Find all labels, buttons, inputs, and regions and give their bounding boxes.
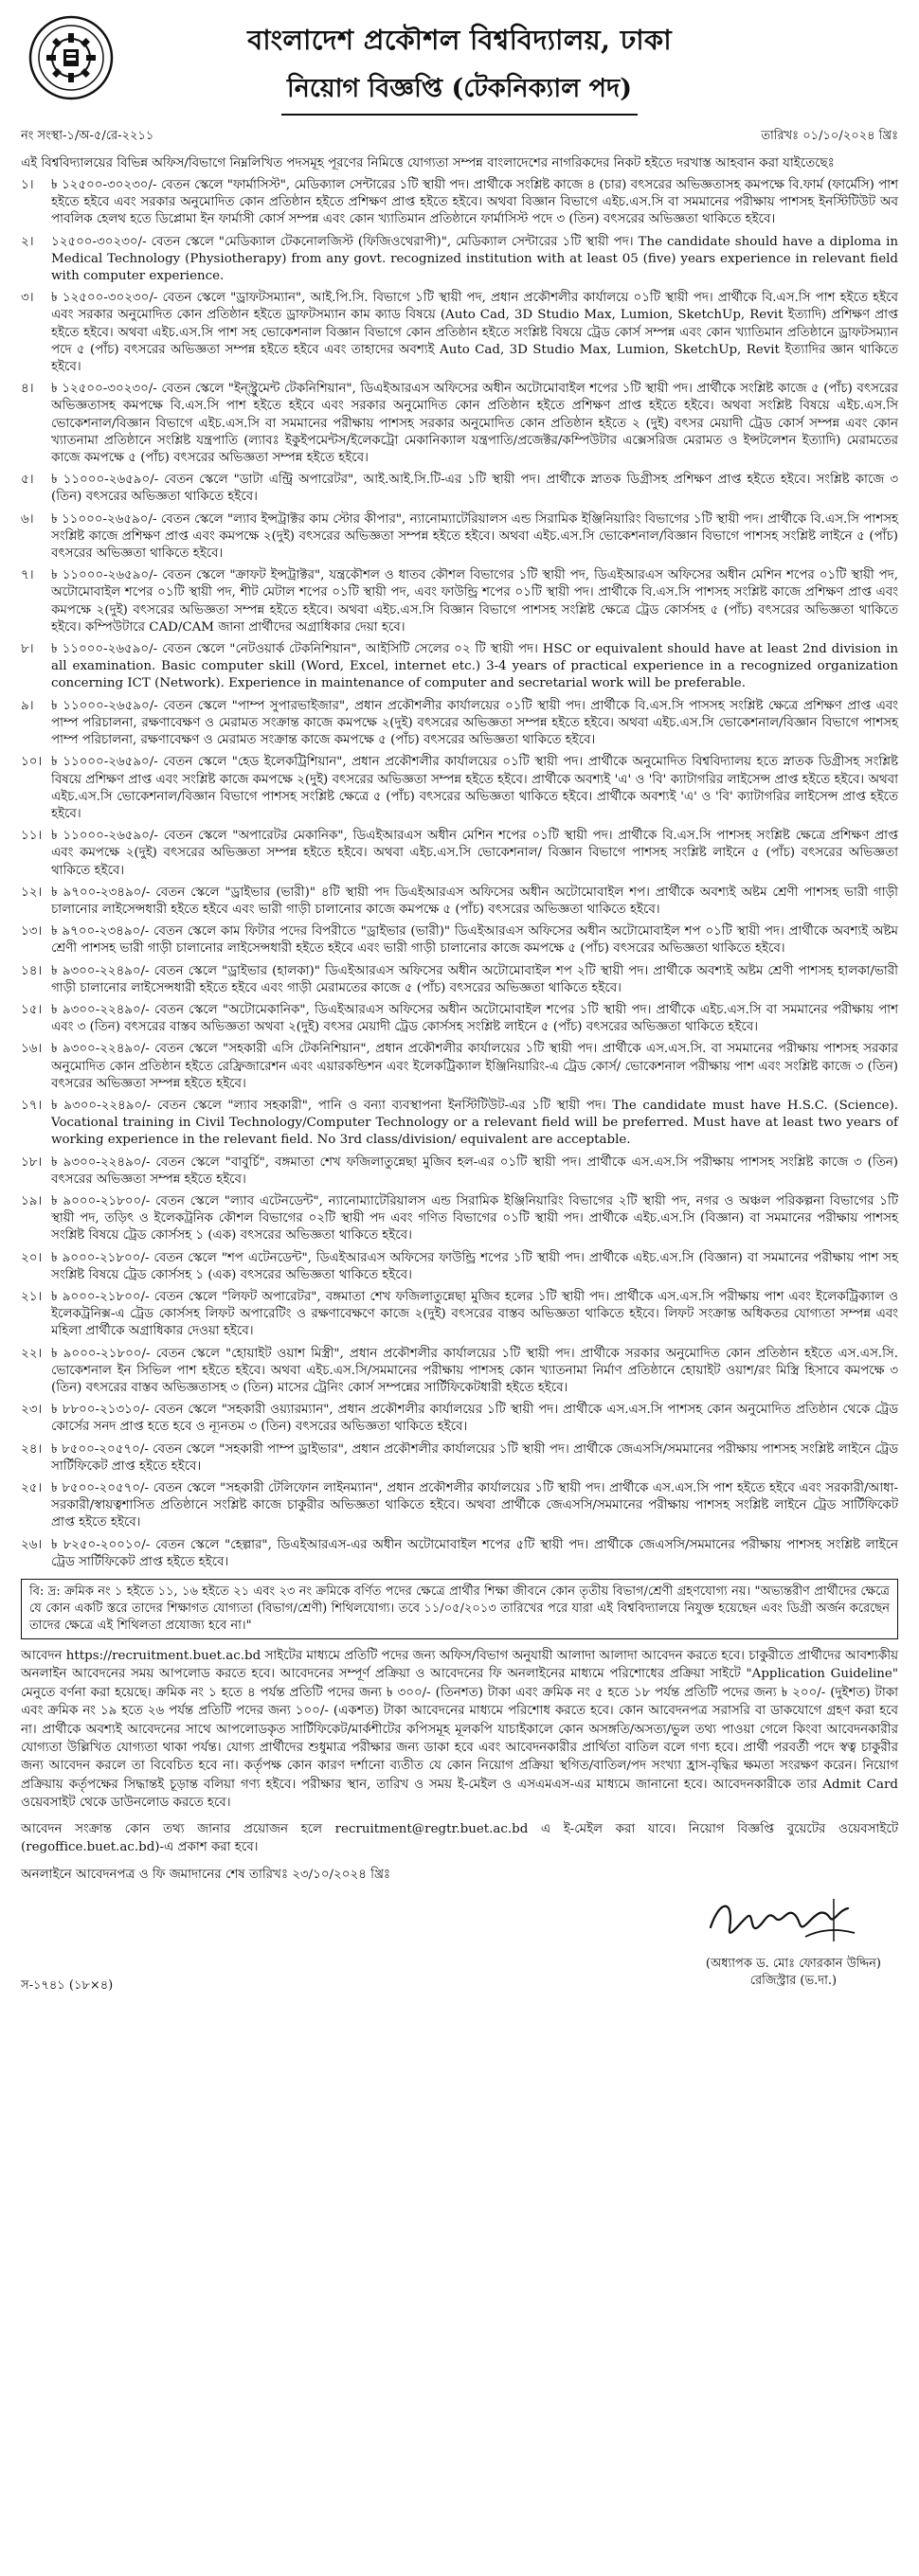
position-description: ৳ ৯৩০০-২২৪৯০/- বেতন স্কেলে "অটোমেকানিক", ডিএইআরএস অফিসের অধীন অটোমোবাইল শপের ১টি স্থায়ী পদ। প্রার্থীকে এইচ.এস.সি বা সমমানের পরীক্ষায় পাশ এবং ৩ (তিন) বৎসরের বাস্তব অভিজ্ঞতা অথবা ২(দুই) বৎসর মেয়াদী ট্রেড কোর্সসহ সংশ্লিষ্ট লাইনে ৫ (পাঁচ) বৎসরের অভিজ্ঞতা থাকিতে হইবে।: [51, 1002, 898, 1035]
position-number: ১৯।: [21, 1193, 43, 1208]
position-number: ২৬।: [21, 1537, 43, 1552]
position-description: ৳ ৯৩০০-২২৪৯০/- বেতন স্কেলে "ল্যাব সহকারী", পানি ও বন্যা ব্যবস্থাপনা ইনস্টিটিউট-এর ১টি স্থায়ী পদ। The candidate must have H.S.C. (Science). Vocational training in Civil Technology/Computer Technology or a relevant field will be preferred. Must have at least two years of working experience in the relevant field. No 3rd class/division/ equivalent are acceptable.: [51, 1098, 898, 1148]
position-description: ৳ ৯৩০০-২২৪৯০/- বেতন স্কেলে "বাবুর্চি", বঙ্গমাতা শেখ ফজিলাতুন্নেছা মুজিব হল-এর ০১টি স্থায়ী পদ। প্রার্থীকে এস.এস.সি পরীক্ষায় পাশসহ সংশ্লিষ্ট কাজে ৩ (তিন) বৎসরের অভিজ্ঞতা সম্পন্ন হইতে হইবে।: [51, 1154, 898, 1187]
position-item: [21, 567, 898, 636]
handwritten-signature-icon: [692, 1889, 872, 1956]
position-item: [21, 923, 898, 957]
position-description: ৳ ৯৩০০-২২৪৯০/- বেতন স্কেলে "ড্রাইভার (হালকা)" ডিএইআরএস অফিসের অধীন অটোমোবাইল শপ ২টি স্থায়ী পদ। প্রার্থীকে অবশ্যই অষ্টম শ্রেণী পাশসহ হালকা/ভারী গাড়ী চালানোর লাইসেন্সধারী হইতে হইবে এবং গাড়ী মেরামতের কাজে ৫ (পাঁচ) বৎসরের অভিজ্ঞতা থাকিতে হইবে।: [51, 963, 898, 995]
memo-number: নং সংস্থা-১/অ-৫/রে-২২১১: [21, 129, 154, 143]
position-description: ১২৫০০-৩০২৩০/- বেতন স্কেলে "মেডিক্যাল টেকনোলজিস্ট (ফিজিওথেরাপী)", মেডিক্যাল সেন্টারের ১টি স্থায়ী পদ। The candidate should have a diploma in Medical Technology (Physiotherapy) from any govt. recognized institution with at least 05 (five) years experience in relevant field with computer experience.: [51, 234, 898, 284]
position-number: ২৪।: [21, 1441, 43, 1457]
position-item: [21, 381, 898, 467]
position-number: ৬।: [21, 511, 34, 527]
position-item: [21, 1154, 898, 1189]
position-number: ১৭।: [21, 1098, 43, 1113]
position-number: ১১।: [21, 829, 43, 844]
position-description: ৳ ৮৫০০-২০৫৭০/- বেতন স্কেলে "সহকারী পাম্প ড্রাইভার", প্রধান প্রকৌশলীর কার্যালয়ের ১টি স্থায়ী পদ। প্রার্থীকে জেএসসি/সমমানের পরীক্ষায় পাশসহ সংশ্লিষ্ট লাইনে ট্রেড সার্টিফিকেট প্রাপ্ত হইতে হইবে।: [51, 1441, 898, 1474]
position-item: [21, 472, 898, 506]
position-item: [21, 1098, 898, 1150]
position-number: ১২।: [21, 885, 43, 900]
position-description: ৳ ১১০০০-২৬৫৯০/- বেতন স্কেলে "অপারেটর মেকানিক", ডিএইআরএস অধীন মেশিন শপের ০১টি স্থায়ী পদ। প্রার্থীকে বি.এস.সি পাশসহ সংশ্লিষ্ট ক্ষেত্রে প্রশিক্ষণ প্রাপ্ত এবং কমপক্ষে ২(দুই) বৎসরের অভিজ্ঞতা সম্পন্ন হইতে হইবে। অথবা এইচ.এস.সি ভোকেশনাল/ বিজ্ঞান বিভাগে পাশসহ সংশ্লিষ্ট লাইনে ৫ (পাঁচ) বৎসরের অভিজ্ঞতা থাকিতে হইবে।: [51, 829, 898, 878]
position-item: [21, 963, 898, 997]
notice-title: নিয়োগ বিজ্ঞপ্তি (টেকনিক্যাল পদ): [281, 69, 638, 116]
position-item: [21, 1346, 898, 1398]
position-description: ৳ ৮২৫০-২০০১০/- বেতন স্কেলে "হেল্পার", ডিএইআরএস-এর অধীন অটোমোবাইল শপের ৫টি স্থায়ী পদ। প্রার্থীকে জেএসসি/সমমানের পরীক্ষায় পাশসহ সংশ্লিষ্ট লাইনে ট্রেড সার্টিফিকেট প্রাপ্ত হইতে হইবে।: [51, 1537, 898, 1569]
position-description: ৳ ৮৫০০-২০৫৭০/- বেতন স্কেলে "সহকারী টেলিফোন লাইনম্যান", প্রধান প্রকৌশলীর কার্যালয়ের ১টি স্থায়ী পদ। প্রার্থীকে এস.এস.সি পাশ হইতে হইবে এবং সরকারী/আধা-সরকারী/স্বায়ত্বশাসিত প্রতিষ্ঠানে সংশ্লিষ্ট কাজে চাকুরীর অভিজ্ঞতা থাকিতে হইবে। অথবা প্রার্থীকে জেএসসি/সমমানের পরীক্ষায় পাশসহ সংশ্লিষ্ট লাইনে ট্রেড সার্টিফিকেট প্রাপ্ত হইতে হইবে।: [51, 1481, 898, 1530]
position-number: ১৮।: [21, 1154, 43, 1170]
position-number: ১০।: [21, 755, 43, 770]
document-number: স-১৭৪১ (১৮×৪): [21, 1977, 114, 1993]
position-description: ৳ ১১০০০-২৬৫৯০/- বেতন স্কেলে "ডাটা এন্ট্রি অপারেটর", আই.আই.সি.টি-এর ১টি স্থায়ী পদ। প্রার্থীকে স্নাতক ডিগ্রীসহ প্রশিক্ষণ প্রাপ্ত হইতে হইবে। সংশ্লিষ্ট কাজে ৩ (তিন) বৎসরের অভিজ্ঞতা থাকিতে হইবে।: [51, 473, 898, 505]
last-date: অনলাইনে আবেদনপত্র ও ফি জমাদানের শেষ তারিখঃ ২৩/১০/২০২৪ খ্রিঃ: [21, 1867, 391, 1882]
university-name: বাংলাদেশ প্রকৌশল বিশ্ববিদ্যালয়, ঢাকা: [247, 24, 672, 56]
position-number: ২।: [21, 234, 34, 249]
position-description: ৳ ৯৭০০-২৩৪৯০/- বেতন স্কেলে "ড্রাইভার (ভারী)" ৪টি স্থায়ী পদ ডিএইআরএস অফিসের অধীন অটোমোবাইল শপ। প্রার্থীকে অবশ্যই অষ্টম শ্রেণী পাশসহ ভারী গাড়ী চালানোর লাইসেন্সধারী হইতে হইবে এবং ভারী গাড়ী চালানোর কাজে কমপক্ষে ৫ (পাঁচ) বৎসরের অভিজ্ঞতা থাকিতে হইবে।: [51, 885, 898, 917]
position-description: ৳ ১১০০০-২৬৫৯০/- বেতন স্কেলে "পাম্প সুপারভাইজার", প্রধান প্রকৌশলীর কার্যালয়ের ০১টি স্থায়ী পদ। প্রার্থীকে বি.এস.সি পাসসহ সংশ্লিষ্ট ক্ষেত্রে প্রশিক্ষণ প্রাপ্ত এবং পাম্প পরিচালনা, রক্ষণাবেক্ষণ ও মেরামত সংক্রান্ত কাজে কমপক্ষে ২(দুই) বৎসরের অভিজ্ঞতা সম্পন্ন হইতে হইবে। অথবা এইচ.এস.সি ভোকেশনাল/বিজ্ঞান বিভাগে পাশসহ পাম্প পরিচালনা, রক্ষণাবেক্ষণ ও মেরামত সংক্রান্ত কাজে কমপক্ষে ৫ (পাঁচ) বৎসরের অভিজ্ঞতা থাকিতে হইবে।: [51, 698, 898, 748]
application-instructions: আবেদন https://recruitment.buet.ac.bd সাইটের মাধ্যমে প্রতিটি পদের জন্য অফিস/বিভাগ অনুযায়ী আলাদা আলাদা আবেদন করতে হবে। চাকুরীতে প্রার্থীদের আবশ্যকীয় অনলাইন আবেদনের সময় আপলোড করতে হবে। আবেদনের সম্পূর্ণ প্রক্রিয়া ও আবেদনের ফি অনলাইনের মাধ্যমে পরিশোধের প্রক্রিয়া সাইটে "Application Guideline" মেনুতে বর্ণনা করা হয়েছে। ক্রমিক নং ১ হতে ৪ পর্যন্ত প্রতিটি পদের জন্য ৳ ৩০০/- (তিনশত) টাকা এবং ক্রমিক নং ৫ হতে ১৮ পর্যন্ত প্রতিটি পদের জন্য ৳ ২০০/- (দুইশত) টাকা এবং ক্রমিক নং ১৯ হতে ২৬ পর্যন্ত প্রতিটি পদের জন্য ১০০/- (একশত) টাকা আবেদনের মাধ্যমে পরিশোধ করতে হবে। কোন আবেদনপত্র সরাসরি বা ডাকযোগে গ্রহণ করা হবে না। প্রার্থীকে অবশ্যই আবেদনের সাথে আপলোডকৃত সার্টিফিকেট/মার্কশীটের কপিসমূহ মূলকপি যাচাইকালে কোন অসঙ্গতি/অসত্য/ভুল তথ্য পাওয়া গেলে কিংবা আবেদনকারীর যোগ্যতা উল্লিখিত যোগ্যতা থাকা পর্যন্ত। যোগ্য প্রার্থীদের শুধুমাত্র পরীক্ষার জন্য ডাকা হবে এবং আবেদনকারীর প্রার্থিতা বাতিল বলে গণ্য হবে। প্রার্থী পরবর্তী পদে স্বত্ব চাকুরীর জন্য আবেদন করলে তা বিবেচিত হবে না। কর্তৃপক্ষ কোন কারণ দর্শানো ব্যতীত যে কোন নিয়োগ প্রক্রিয়া স্থগিত/বাতিল/পদ সংখ্যা হ্রাস-বৃদ্ধির ক্ষমতা সংরক্ষণ করেন। নিয়োগ প্রক্রিয়ায় কর্তৃপক্ষের সিদ্ধান্তই চূড়ান্ত বলিয়া গণ্য হইবে। পরীক্ষার স্থান, তারিখ ও সময় ই-মেইল ও এসএমএস-এর মাধ্যমে জানানো হবে। আবেদনকারীকে তার Admit Card ওয়েবসাইট থেকে ডাউনলোড করতে হবে।: [21, 1649, 898, 1811]
position-number: ১৫।: [21, 1002, 43, 1017]
signatory-title: রেজিস্ট্রার (ভ.দা.): [749, 1973, 838, 1988]
position-number: ২৫।: [21, 1481, 43, 1496]
position-number: ১৬।: [21, 1042, 43, 1057]
position-item: [21, 754, 898, 823]
position-item: [21, 1002, 898, 1036]
position-description: ৳ ৯৩০০-২২৪৯০/- বেতন স্কেলে "সহকারী এসি টেকনিশিয়ান", প্রধান প্রকৌশলীর কার্যালয়ের ১টি স্থায়ী পদ। প্রার্থীকে এস.এস.সি. বা সমমানের পরীক্ষায় পাশসহ সরকার অনুমোদিত কোন প্রতিষ্ঠান হইতে রেফ্রিজারেশন এবং এয়ারকন্ডিশন এবং ইলেকট্রিক্যাল ইঞ্জিনিয়ারিং-এ ট্রেড কোর্স/ ভোকেশনাল পরীক্ষায় পাশ এবং সংশ্লিষ্ট কাজে ৩ (তিন) বৎসরের অভিজ্ঞতা সম্পন্ন হইতে হইবে।: [51, 1042, 898, 1091]
position-item: [21, 290, 898, 376]
position-item: [21, 1480, 898, 1532]
position-item: [21, 234, 898, 286]
position-description: ৳ ১১০০০-২৬৫৯০/- বেতন স্কেলে "ক্রাফট ইন্সট্রাক্টর", যন্ত্রকৌশল ও ধাতব কৌশল বিভাগের ১টি স্থায়ী পদ, ডিএইআরএস অফিসের অধীন মেশিন শপের ০১টি স্থায়ী পদ, অটোমোবাইল শপের ০১টি স্থায়ী পদ, শীট মেটাল শপের ০১টি স্থায়ী পদ, এবং ফাউন্ড্রি শপের ০১টি স্থায়ী পদ। প্রার্থীকে বি.এস.সি পাশসহ সংশ্লিষ্ট কাজে প্রশিক্ষণ প্রাপ্ত এবং কমপক্ষে ২(দুই) বৎসরের অভিজ্ঞতা সম্পন্ন হইতে হইবে। অথবা এইচ.এস.সি বিজ্ঞান বিভাগে পাশসহ সংশ্লিষ্ট ক্ষেত্রে ট্রেড কোর্সসহ ৫ (পাঁচ) বৎসরের অভিজ্ঞতা থাকিতে হইবে। কম্পিউটারে CAD/CAM জানা প্রার্থীদের অগ্রাধিকার দেয়া হবে।: [51, 568, 898, 635]
intro-paragraph: এই বিশ্ববিদ্যালয়ের বিভিন্ন অফিস/বিভাগে নিম্নলিখিত পদসমূহ পূরণের নিমিত্তে যোগ্যতা সম্পন্ন বাংলাদেশের নাগরিকদের নিকট হইতে দরখাস্ত আহবান করা যাইতেছেঃ: [21, 156, 835, 170]
position-number: ২৩।: [21, 1403, 43, 1418]
position-description: ৳ ৯৭০০-২৩৪৯০/- বেতন স্কেলে কাম ফিটার পদের বিপরীতে "ড্রাইভার (ভারী)" ডিএইআরএস অফিসের অধীন অটোমোবাইল শপ ০১টি স্থায়ী পদ। প্রার্থীকে অবশ্যই অষ্টম শ্রেণী পাশসহ ভারী গাড়ী চালানোর লাইসেন্সধারী হইতে হইবে এবং ভারী গাড়ী চালানোর কাজে কমপক্ষে ৫ (পাঁচ) বৎসরের অভিজ্ঞতা থাকিতে হইবে।: [51, 924, 898, 957]
position-item: [21, 1041, 898, 1093]
position-description: ৳ ১২৫০০-৩০২৩০/- বেতন স্কেলে "ইন্স্ট্রুমেন্ট টেকনিশিয়ান", ডিএইআরএস অফিসের অধীন অটোমোবাইল শপের ১টি স্থায়ী পদ। প্রার্থীকে সংশ্লিষ্ট কাজে ৫ (পাঁচ) বৎসরের অভিজ্ঞতাসহ কমপক্ষে বি.এস.সি পাশ হইতে হইবে এবং সরকার অনুমোদিত কোন প্রতিষ্ঠান হইতে প্রশিক্ষণ প্রাপ্ত হইতে হইবে। অথবা সংশ্লিষ্ট বিষয়ে এইচ.এস.সি ভোকেশনাল/বিজ্ঞান বিভাগে এইচ.এস.সি বা সমমানের পরীক্ষায় পাশসহ সরকার অনুমোদিত কোন প্রতিষ্ঠান হইতে ২ (দুই) বৎসর মেয়াদী ট্রেড কোর্স সম্পন্ন এবং কোন খ্যাতনামা প্রতিষ্ঠানে সংশ্লিষ্ট যন্ত্রপাতি (ল্যাবঃ ইকুইপমেন্টস/ইলেকট্রো মেকানিক্যাল যন্ত্রপাতি/প্রজেক্টর/কম্পিউটার এক্সেসরিজ মেরামত ও ইন্সটলেশন ইত্যাদি) মেরামতের কাজে কমপক্ষে ৫ (পাঁচ) বৎসরের অভিজ্ঞতা সম্পন্ন হইতে হইবে।: [51, 382, 898, 466]
position-item: [21, 1402, 898, 1436]
position-item: [21, 1441, 898, 1476]
position-number: ২২।: [21, 1346, 43, 1361]
position-number: ৮।: [21, 642, 34, 657]
position-description: ৳ ১২৫০০-৩০২৩০/- বেতন স্কেলে "ফার্মাসিস্ট", মেডিক্যাল সেন্টারের ১টি স্থায়ী পদ। প্রার্থীকে সংশ্লিষ্ট কাজে ৪ (চার) বৎসরের অভিজ্ঞতাসহ কমপক্ষে বি.ফার্ম (ফার্মেসি) পাশ হইতে হইবে এবং সরকার অনুমোদিত কোন প্রতিষ্ঠান হইতে প্রশিক্ষণ প্রাপ্ত হইতে হইবে। অথবা বিজ্ঞান বিভাগে এইচ.এস.সি বা সমমানের পরীক্ষায় পাশসহ ইনস্টিটিউট অব পাবলিক হেলথ হতে ডিপ্লোমা ইন ফার্মাসী কোর্স সম্পন্ন এবং কোন খ্যাতিমান প্রতিষ্ঠানে ফার্মাসিস্ট পদে ৩ (তিন) বৎসরের অভিজ্ঞতা থাকিতে হইবে।: [51, 178, 898, 227]
position-description: ৳ ৮৮০০-২১৩১০/- বেতন স্কেলে "সহকারী ওয়্যারম্যান", প্রধান প্রকৌশলীর কার্যালয়ের ১টি স্থায়ী পদ। প্রার্থীকে এস.এস.সি পাশসহ কোন অনুমোদিত প্রতিষ্ঠান থেকে ট্রেড কোর্সের সনদ প্রাপ্ত হতে হবে ও ন্যূনতম ৩ (তিন) বৎসরের অভিজ্ঞতা থাকিতে হইবে।: [51, 1403, 898, 1435]
position-item: [21, 511, 898, 564]
position-number: ৫।: [21, 473, 34, 488]
position-description: ৳ ১১০০০-২৬৫৯০/- বেতন স্কেলে "ল্যাব ইন্সট্রাক্টর কাম স্টোর কীপার", ন্যানোম্যাটেরিয়ালস এন্ড সিরামিক ইঞ্জিনিয়ারিং বিভাগের ১টি স্থায়ী পদ। প্রার্থীকে বি.এস.সি পাশসহ সংশ্লিষ্ট কাজে প্রশিক্ষণ প্রাপ্ত এবং কমপক্ষে ২(দুই) বৎসরের অভিজ্ঞতা সম্পন্ন হইতে হইবে। অথবা এইচ.এস.সি ভোকেশনাল/বিজ্ঞান বিভাগে পাশসহ সংশ্লিষ্ট লাইনে ৫ (পাঁচ) বৎসরের অভিজ্ঞতা থাকিতে হইবে।: [51, 511, 898, 562]
signatory-name: (অধ্যাপক ড. মোঃ ফোরকান উদ্দিন): [705, 1956, 881, 1971]
reference-line: [21, 127, 898, 147]
position-number: ৪।: [21, 382, 34, 397]
position-description: ৳ ৯০০০-২১৮০০/- বেতন স্কেলে "ল্যাব এটেনডেন্ট", ন্যানোম্যাটেরিয়ালস এন্ড সিরামিক ইঞ্জিনিয়ারিং বিভাগের ২টি স্থায়ী পদ, নগর ও অঞ্চল পরিকল্পনা বিভাগের ১টি স্থায়ী পদ, তড়িৎ ও ইলেকট্রনিক কৌশল বিভাগের ০২টি স্থায়ী পদ এবং গণিত বিভাগের ০১টি স্থায়ী পদ। প্রার্থীকে এইচ.এস.সি (বিজ্ঞান) বা সমমানের পরীক্ষায় পাশসহ সংশ্লিষ্ট বিষয়ে ট্রেড কোর্সসহ ১ (এক) বৎসরের অভিজ্ঞতা থাকিতে হইবে।: [51, 1193, 898, 1243]
signature-block: [21, 1889, 898, 2003]
position-description: ৳ ১২৫০০-৩০২৩০/- বেতন স্কেলে "ড্রাফটসম্যান", আই.পি.সি. বিভাগে ১টি স্থায়ী পদ, প্রধান প্রকৌশলীর কার্যালয়ে ০১টি স্থায়ী পদ। প্রার্থীকে বি.এস.সি পাশ হইতে হইবে এবং সরকার অনুমোদিত কোন প্রতিষ্ঠান হইতে ড্রাফটসম্যান কাম ক্যাড বিষয়ে (Auto Cad, 3D Studio Max, Lumion, SketchUp, Revit ইত্যাদি) প্রশিক্ষণ প্রাপ্ত হইতে হইবে। অথবা এইচ.এস.সি পাশ সহ ভোকেশনাল বিজ্ঞান বিভাগে কোন প্রতিষ্ঠান হইতে সংশ্লিষ্ট বিষয়ে ট্রেড কোর্স সম্পন্ন এবং কোন খ্যাতিমান প্রতিষ্ঠানে ড্রাফটসম্যান পদে ৫ (পাঁচ) বৎসরের অভিজ্ঞতা সম্পন্ন হইতে হইবে এবং তাহাদের অবশ্যই Auto Cad, 3D Studio Max, Lumion, SketchUp, Revit ইত্যাদির জ্ঞান থাকিতে হইবে।: [51, 291, 898, 375]
contact-info: আবেদন সংক্রান্ত কোন তথ্য জানার প্রয়োজন হলে recruitment@regtr.buet.ac.bd এ ই-মেইল করা যাবে। নিয়োগ বিজ্ঞপ্তি বুয়েটের ওয়েবসাইটে (regoffice.buet.ac.bd)-এ প্রকাশ করা হবে।: [21, 1821, 898, 1855]
position-number: ৭।: [21, 568, 34, 583]
position-description: ৳ ১১০০০-২৬৫৯০/- বেতন স্কেলে "নেটওয়ার্ক টেকনিশিয়ান", আইসিটি সেলের ০২ টি স্থায়ী পদ। HSC or equivalent should have at least 2nd division in all examination. Basic computer skill (Word, Excel, internet etc.) 3-4 years of practical experience in a recognized organization concerning ICT (Network). Experience in maintenance of computer and secretarial work will be preferable.: [51, 642, 898, 691]
position-number: ১৩।: [21, 924, 43, 939]
signatory: [706, 1956, 881, 1990]
position-description: ৳ ৯০০০-২১৮০০/- বেতন স্কেলে "লিফট অপারেটর", বঙ্গমাতা শেখ ফজিলাতুন্নেছা মুজিব হলের ১টি স্থায়ী পদ। প্রার্থীকে এস.এস.সি পরীক্ষায় পাশ এবং ইলেকট্রিক্যাল ও ইলেকট্রনিক্স-এ ট্রেড কোর্সসহ লিফট অপারেটিং ও রক্ষণাবেক্ষণে কাজে ২(দুই) বৎসরের বাস্তব অভিজ্ঞতা থাকিতে হইবে। লিফট সংক্রান্ত অধিকতর যোগ্যতা সম্পন্ন এবং মহিলা প্রার্থীকে অগ্রাধিকার দেওয়া হইবে।: [51, 1289, 898, 1339]
notice-date: তারিখঃ ০১/১০/২০২৪ খ্রিঃ: [761, 129, 898, 143]
position-list: [21, 177, 898, 1571]
position-number: ৩।: [21, 291, 34, 306]
position-number: ২০।: [21, 1250, 43, 1265]
position-description: ৳ ৯০০০-২১৮০০/- বেতন স্কেলে "হোয়াইট ওয়াশ মিস্ত্রী", প্রধান প্রকৌশলীর কার্যালয়ের ১টি স্থায়ী পদ। প্রার্থীকে সরকার অনুমোদিত কোন প্রতিষ্ঠান হইতে এস.এস.সি. ভোকেশনাল ইন সিভিল পাশ হইতে হইবে। অথবা এইচ.এস.সি/সমমানের পরীক্ষায় পাশসহ কোন খ্যাতনামা নির্মাণ প্রতিষ্ঠানে হোয়াইট ওয়াশ/রং মিস্ত্রি হিসাবে কমপক্ষে ৩ (তিন) বৎসরের বাস্তব অভিজ্ঞতাসহ ৩ (তিন) মাসের ট্রেনিং কোর্স সম্পন্নের সার্টিফিকেটধারী হইতে হইবে।: [51, 1346, 898, 1395]
position-number: ৯।: [21, 698, 34, 713]
position-description: ৳ ১১০০০-২৬৫৯০/- বেতন স্কেলে "হেড ইলেকট্রিশিয়ান", প্রধান প্রকৌশলীর কার্যালয়ের ০১টি স্থায়ী পদ। প্রার্থীকে অনুমোদিত বিশ্ববিদ্যালয় হতে স্নাতক ডিগ্রীসহ সংশ্লিষ্ট বিষয়ে প্রশিক্ষণ প্রাপ্ত এবং সংশ্লিষ্ট কাজে কমপক্ষে ২(দুই) বৎসরের অভিজ্ঞতা সম্পন্ন হইতে হইবে। প্রার্থীকে অবশ্যই 'এ' ও 'বি' ক্যাটাগরির লাইসেন্স প্রাপ্ত হইতে হইবে। অথবা এইচ.এস.সি ভোকেশনাল/বিজ্ঞান বিভাগে পাশসহ সংশ্লিষ্ট ক্ষেত্রে ৫ (পাঁচ) বৎসরের অভিজ্ঞতা থাকিতে হইবে। প্রার্থীকে অবশ্যই 'এ' ও 'বি' ক্যাটাগরির লাইসেন্স প্রাপ্ত হইতে হইবে।: [51, 755, 898, 821]
position-item: [21, 698, 898, 750]
position-item: [21, 828, 898, 880]
buet-seal-icon: [28, 15, 114, 100]
position-item: [21, 177, 898, 229]
position-item: [21, 1289, 898, 1341]
position-item: [21, 1193, 898, 1245]
position-number: ১।: [21, 178, 34, 192]
position-item: [21, 885, 898, 919]
position-number: ২১।: [21, 1289, 43, 1304]
position-number: ১৪।: [21, 963, 43, 978]
special-note: বি: দ্র: ক্রমিক নং ১ হইতে ১১, ১৬ হইতে ২১ এবং ২৩ নং ক্রমিকে বর্ণিত পদের ক্ষেত্রে প্রার্থীর শিক্ষা জীবনে কোন তৃতীয় বিভাগ/শ্রেণী গ্রহণযোগ্য নয়। "অভ্যন্তরীণ প্রার্থীদের ক্ষেত্রে যে কোন একটি স্তরে তাদের শিক্ষাগত যোগ্যতা (বিভাগ/শ্রেণী) শিথিলযোগ্য। তবে ১১/০৫/২০১৩ তারিখের পরে যারা এই বিশ্ববিদ্যালয়ে নিযুক্ত হয়েছেন এবং ডিগ্রী অর্জন করেছেন তাদের ক্ষেত্রে এই শিথিলতা প্রযোজ্য হবে না।": [21, 1579, 898, 1639]
position-item: [21, 641, 898, 693]
position-item: [21, 1250, 898, 1284]
position-description: ৳ ৯০০০-২১৮০০/- বেতন স্কেলে "শপ এটেনডেন্ট", ডিএইআরএস অফিসের ফাউন্ড্রি শপের ১টি স্থায়ী পদ। প্রার্থীকে এইচ.এস.সি (বিজ্ঞান) বা সমমানের পরীক্ষায় পাশ সহ সংশ্লিষ্ট বিষয়ে ট্রেড কোর্সসহ ১ (এক) বৎসরের অভিজ্ঞতা থাকিতে হইবে।: [51, 1250, 898, 1282]
position-item: [21, 1537, 898, 1571]
